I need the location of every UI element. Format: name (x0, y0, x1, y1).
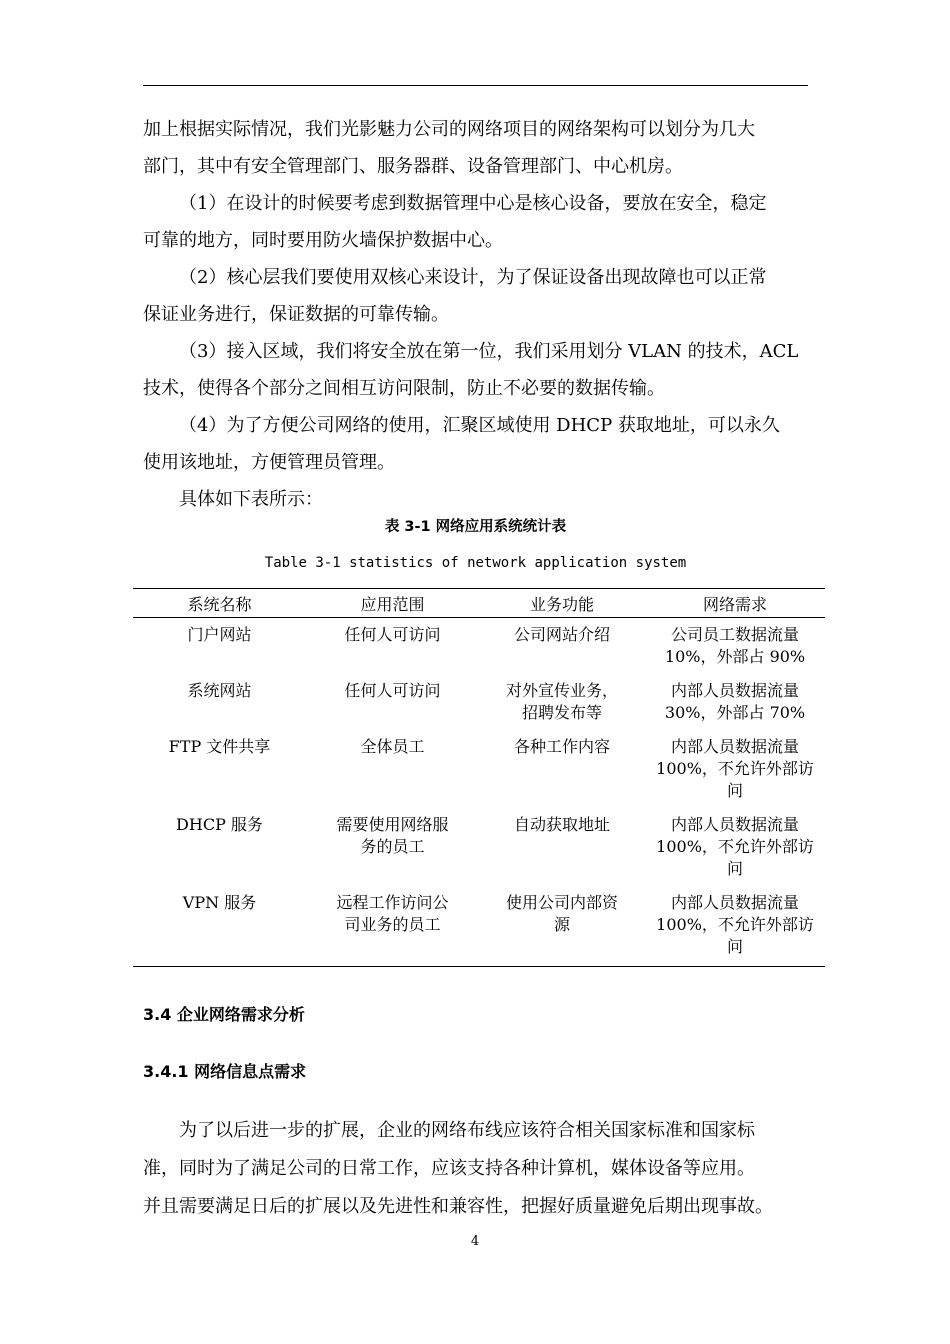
table-header-row (133, 589, 825, 618)
paragraph-item-4 (143, 407, 808, 481)
cell-line: 系统网站 (187, 681, 252, 700)
table-row (133, 734, 825, 812)
cell-line: 30%，外部占 70% (664, 703, 806, 722)
table-cell (133, 890, 306, 967)
cell-line: 问 (727, 781, 744, 800)
cell-line: 对外宣传业务， (506, 681, 619, 700)
table-row (133, 618, 825, 679)
cell-line: 任何人可访问 (344, 681, 441, 700)
paragraph-item-2 (143, 259, 808, 333)
text-line: 准，同时为了满足公司的日常工作，应该支持各种计算机，媒体设备等应用。 (143, 1158, 755, 1179)
table-cell (645, 890, 825, 967)
cell-line: 务的员工 (360, 837, 425, 856)
column-header: 网络需求 (645, 589, 825, 618)
column-header: 业务功能 (479, 589, 645, 618)
text-line: （4）为了方便公司网络的使用，汇聚区域使用 DHCP 获取地址，可以永久 (179, 415, 780, 436)
text-line: （1）在设计的时候要考虑到数据管理中心是核心设备，要放在安全，稳定 (179, 193, 767, 214)
column-header: 应用范围 (306, 589, 479, 618)
table-cell (306, 618, 479, 679)
cell-line: 公司员工数据流量 (671, 625, 800, 644)
paragraph-item-1 (143, 185, 808, 259)
text-line: 为了以后进一步的扩展，企业的网络布线应该符合相关国家标准和国家标 (179, 1120, 755, 1141)
table-cell (479, 618, 645, 679)
table-cell (479, 678, 645, 734)
table-cell (306, 890, 479, 967)
header-rule (143, 85, 808, 86)
text-line: 部门，其中有安全管理部门、服务器群、设备管理部门、中心机房。 (143, 156, 683, 177)
cell-line: 源 (554, 915, 571, 934)
text-line: 具体如下表所示： (179, 489, 323, 510)
cell-line: 门户网站 (187, 625, 252, 644)
table-caption-en: Table 3-1 statistics of network application system (264, 555, 687, 571)
cell-line: DHCP 服务 (176, 815, 263, 834)
cell-line: 10%，外部占 90% (664, 647, 806, 666)
cell-line: FTP 文件共享 (168, 737, 271, 756)
text-line: 保证业务进行，保证数据的可靠传输。 (143, 304, 449, 325)
cell-line: 自动获取地址 (514, 815, 611, 834)
cell-line: 内部人员数据流量 (671, 893, 800, 912)
cell-line: 公司网站介绍 (514, 625, 611, 644)
table-cell (645, 618, 825, 679)
table-cell (645, 812, 825, 890)
cell-line: 内部人员数据流量 (671, 737, 800, 756)
cell-line: 司业务的员工 (344, 915, 441, 934)
cell-line: 需要使用网络服 (336, 815, 449, 834)
table-row (133, 890, 825, 967)
table-row (133, 678, 825, 734)
cell-line: 招聘发布等 (522, 703, 603, 722)
table-cell (133, 618, 306, 679)
cell-line: 全体员工 (360, 737, 425, 756)
cell-line: 100%，不允许外部访 (656, 915, 814, 934)
column-header: 系统名称 (133, 589, 306, 618)
text-line: （2）核心层我们要使用双核心来设计，为了保证设备出现故障也可以正常 (179, 267, 767, 288)
text-line: （3）接入区域，我们将安全放在第一位，我们采用划分 VLAN 的技术，ACL (179, 341, 799, 362)
cell-line: 使用公司内部资 (506, 893, 619, 912)
cell-line: 远程工作访问公 (336, 893, 449, 912)
table-cell (306, 734, 479, 812)
subsection-heading: 3.4.1 网络信息点需求 (143, 1062, 307, 1081)
text-line: 使用该地址，方便管理员管理。 (143, 452, 395, 473)
table-cell (479, 890, 645, 967)
paragraph-info-points (143, 1112, 808, 1226)
cell-line: 100%，不允许外部访 (656, 759, 814, 778)
table-caption-cn: 表 3-1 网络应用系统统计表 (384, 519, 567, 535)
paragraph-intro (143, 111, 808, 185)
text-line: 可靠的地方，同时要用防火墙保护数据中心。 (143, 230, 503, 251)
cell-line: 内部人员数据流量 (671, 681, 800, 700)
table-cell (645, 734, 825, 812)
table-cell (645, 678, 825, 734)
section-heading: 3.4 企业网络需求分析 (143, 1005, 305, 1024)
text-line: 技术，使得各个部分之间相互访问限制，防止不必要的数据传输。 (143, 378, 665, 399)
text-line: 并且需要满足日后的扩展以及先进性和兼容性，把握好质量避免后期出现事故。 (143, 1196, 773, 1217)
text-line: 加上根据实际情况，我们光影魅力公司的网络项目的网络架构可以划分为几大 (143, 119, 755, 140)
table-cell (306, 812, 479, 890)
cell-line: 任何人可访问 (344, 625, 441, 644)
cell-line: 问 (727, 937, 744, 956)
page-number: 4 (470, 1234, 480, 1249)
table-cell (133, 678, 306, 734)
paragraph-item-3 (143, 333, 808, 407)
table-cell (479, 734, 645, 812)
cell-line: 内部人员数据流量 (671, 815, 800, 834)
cell-line: VPN 服务 (182, 893, 257, 912)
table-cell (479, 812, 645, 890)
cell-line: 100%，不允许外部访 (656, 837, 814, 856)
table-row (133, 812, 825, 890)
paragraph-table-intro (143, 481, 808, 518)
table-cell (133, 812, 306, 890)
network-application-table (133, 588, 825, 967)
table-cell (306, 678, 479, 734)
cell-line: 各种工作内容 (514, 737, 611, 756)
cell-line: 问 (727, 859, 744, 878)
table-cell (133, 734, 306, 812)
